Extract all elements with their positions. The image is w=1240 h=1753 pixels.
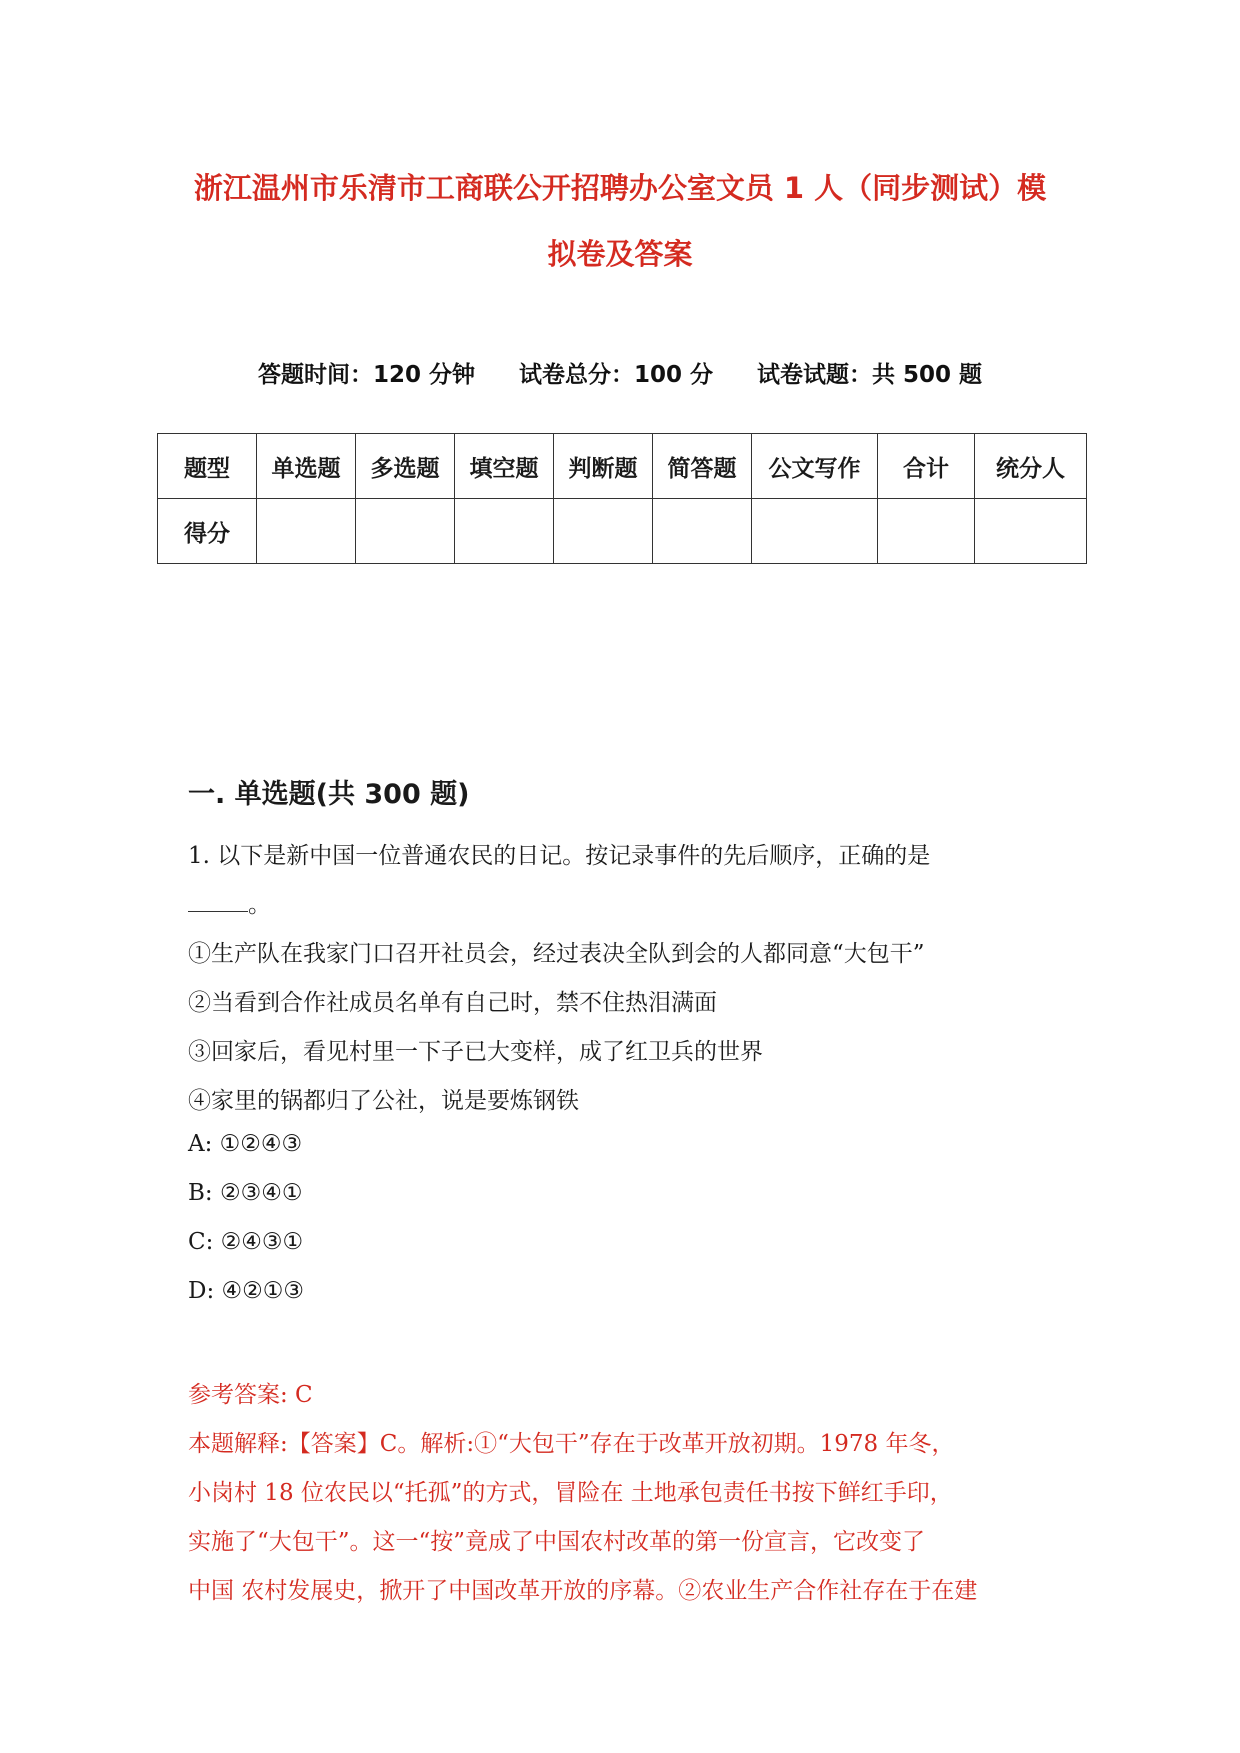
question-stem-blank-line bbox=[188, 886, 271, 919]
option-b: B: ②③④① bbox=[188, 1180, 303, 1206]
page-title bbox=[150, 155, 1090, 287]
header-cell: 多选题 bbox=[356, 434, 455, 499]
exam-info bbox=[0, 356, 1240, 389]
option-d: D: ④②①③ bbox=[188, 1278, 304, 1304]
explanation-line: 中国 农村发展史，掀开了中国改革开放的序幕。②农业生产合作社存在于在建 bbox=[188, 1578, 978, 1604]
score-cell bbox=[356, 499, 455, 564]
score-table-header-row bbox=[158, 434, 1087, 499]
header-cell: 合计 bbox=[878, 434, 975, 499]
option-a: A: ①②④③ bbox=[188, 1131, 303, 1157]
score-cell bbox=[975, 499, 1087, 564]
header-cell: 统分人 bbox=[975, 434, 1087, 499]
score-cell bbox=[554, 499, 653, 564]
section-title: 一. 单选题(共 300 题) bbox=[188, 779, 470, 810]
reference-answer: 参考答案: C bbox=[188, 1382, 313, 1408]
question-stem: 1. 以下是新中国一位普通农民的日记。按记录事件的先后顺序，正确的是 bbox=[188, 843, 931, 869]
score-cell bbox=[653, 499, 752, 564]
score-cell bbox=[455, 499, 554, 564]
title-line-2: 拟卷及答案 bbox=[547, 237, 693, 271]
statement: ②当看到合作社成员名单有自己时，禁不住热泪满面 bbox=[188, 990, 717, 1016]
explanation-line: 实施了“大包干”。这一“按”竟成了中国农村改革的第一份宣言，它改变了 bbox=[188, 1529, 926, 1555]
explanation-line: 小岗村 18 位农民以“托孤”的方式，冒险在 土地承包责任书按下鲜红手印， bbox=[188, 1480, 953, 1506]
statement: ③回家后，看见村里一下子已大变样，成了红卫兵的世界 bbox=[188, 1039, 763, 1065]
explanation-line: 本题解释:【答案】C。解析:①“大包干”存在于改革开放初期。1978 年冬， bbox=[188, 1431, 955, 1457]
header-cell: 公文写作 bbox=[752, 434, 878, 499]
header-cell: 填空题 bbox=[455, 434, 554, 499]
header-cell: 题型 bbox=[158, 434, 257, 499]
title-line-1: 浙江温州市乐清市工商联公开招聘办公室文员 1 人（同步测试）模 bbox=[193, 171, 1047, 205]
score-cell bbox=[878, 499, 975, 564]
option-c: C: ②④③① bbox=[188, 1229, 304, 1255]
exam-question-count: 试卷试题：共 500 题 bbox=[757, 362, 983, 388]
score-table-score-row bbox=[158, 499, 1087, 564]
stem-line-2-suffix: 。 bbox=[248, 892, 271, 918]
exam-total-score: 试卷总分：100 分 bbox=[518, 362, 714, 388]
exam-time: 答题时间：120 分钟 bbox=[257, 362, 475, 388]
score-cell bbox=[257, 499, 356, 564]
header-cell: 判断题 bbox=[554, 434, 653, 499]
header-cell: 简答题 bbox=[653, 434, 752, 499]
score-table bbox=[157, 433, 1087, 564]
answer-blank bbox=[188, 893, 248, 912]
statement: ①生产队在我家门口召开社员会，经过表决全队到会的人都同意“大包干” bbox=[188, 941, 925, 967]
score-cell bbox=[752, 499, 878, 564]
header-cell: 单选题 bbox=[257, 434, 356, 499]
statement: ④家里的锅都归了公社，说是要炼钢铁 bbox=[188, 1088, 579, 1114]
score-row-label: 得分 bbox=[158, 499, 257, 564]
